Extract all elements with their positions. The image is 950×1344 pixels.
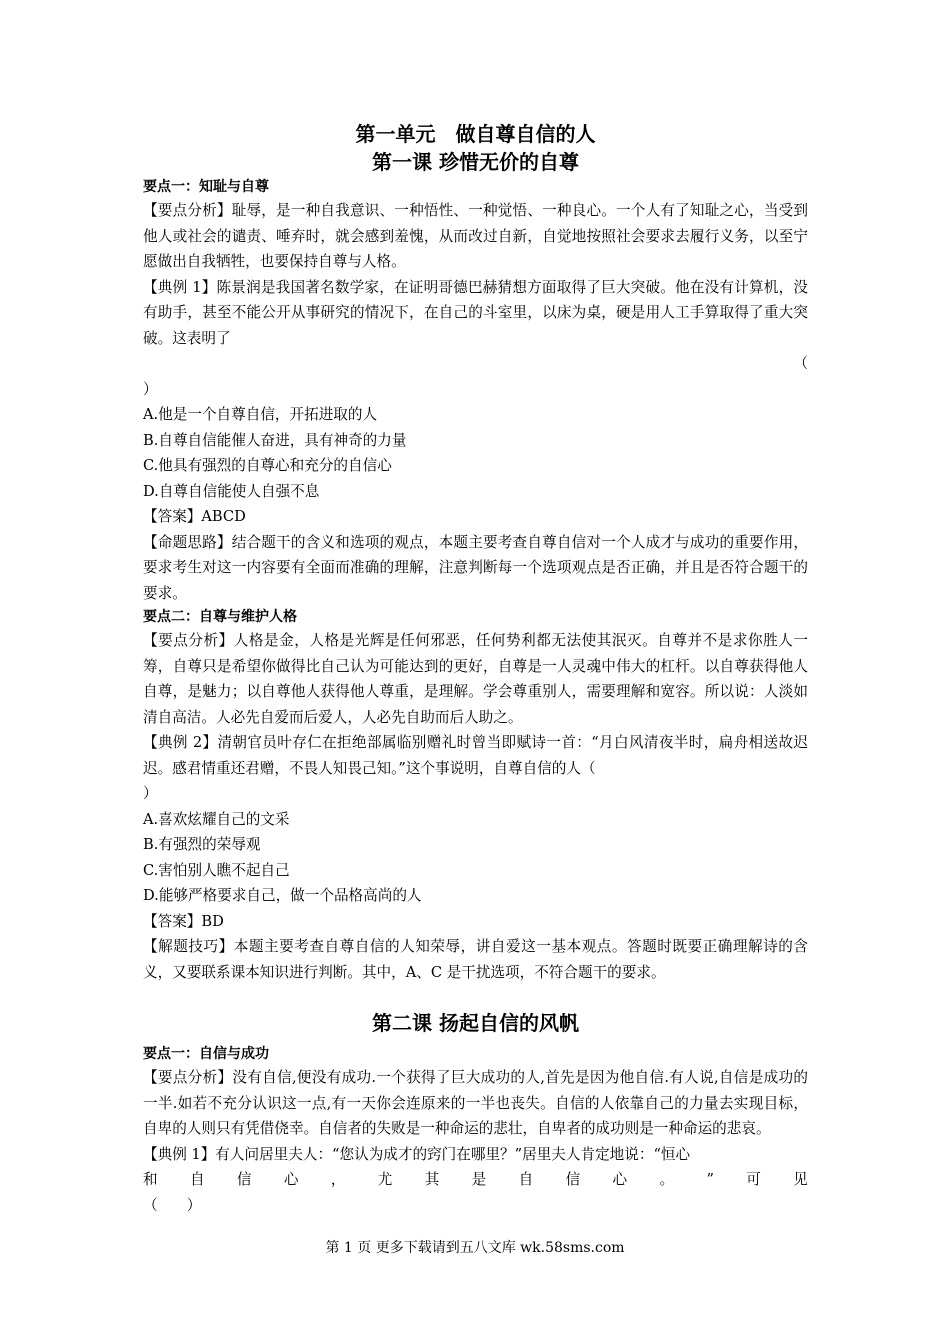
spread-char: 可: [746, 1171, 761, 1188]
spread-char: 见: [793, 1171, 808, 1188]
lesson1-title: 第一课 珍惜无价的自尊: [372, 150, 579, 174]
l1-example1-option-c: C.他具有强烈的自尊心和充分的自信心: [143, 457, 392, 474]
l1-example2-option-d: D.能够严格要求自己，做一个品格高尚的人: [143, 887, 422, 904]
l2-example1-paren: （ ）: [143, 1196, 202, 1214]
spread-char: 其: [424, 1171, 440, 1188]
l1-point1-heading: 要点一：知耻与自尊: [143, 179, 269, 195]
l1-point2-analysis: 【要点分析】人格是金，人格是光辉是任何邪恶，任何势利都无法使其泯灭。自尊并不是求你胜人一筹，自尊只是希望你做得比自己认为可能达到的更好，自尊是一人灵魂中伟大的杠杆。以自尊获得他人自尊，是魅力；以自尊他人获得他人尊重，是理解。学会尊重别人，需要理解和宽容。所以说：人淡如清自高洁。人必先自爱而后爱人，人必先自助而后人助之。: [143, 632, 808, 726]
l2-example1-spread-line: [143, 1167, 808, 1193]
spread-char: 和: [143, 1171, 158, 1188]
l1-point2-heading: 要点二：自尊与维护人格: [143, 609, 297, 625]
l1-example1-paren-close: ）: [143, 380, 158, 398]
l1-example1-text: 【典例 1】陈景润是我国著名数学家，在证明哥德巴赫猜想方面取得了巨大突破。他在没有计算机，没有助手，甚至不能公开从事研究的情况下，在自己的斗室里，以床为桌，硬是用人工手算取得了重大突破。这表明了: [143, 278, 808, 347]
l1-example1-option-d: D.自尊自信能使人自强不息: [143, 482, 320, 500]
l1-example1-answer: 【答案】ABCD: [143, 508, 246, 525]
l1-example2-option-a: A.喜欢炫耀自己的文采: [143, 810, 290, 828]
page-footer: 第 1 页 更多下载请到五八文库 wk.58sms.com: [325, 1240, 625, 1256]
l1-example2-note: 【解题技巧】本题主要考查自尊自信的人知荣辱，讲自爱这一基本观点。答题时既要正确理解诗的含义，又要联系课本知识进行判断。其中，A、C 是干扰选项，不符合题干的要求。: [143, 938, 808, 981]
l1-example2-paren-close: ）: [143, 785, 158, 802]
l1-example1-note: 【命题思路】结合题干的含义和选项的观点，本题主要考查自尊自信对一个人成才与成功的重要作用，要求考生对这一内容要有全面而准确的理解，注意判断每一个选项观点是否正确，并且是否符合题干的要求。: [143, 533, 808, 602]
spread-char: 是: [471, 1171, 487, 1188]
l1-example2-option-b: B.有强烈的荣辱观: [143, 836, 261, 853]
l1-example1: [143, 275, 808, 352]
lesson2-title: 第二课 扬起自信的风帆: [372, 1011, 579, 1035]
page-content: [143, 120, 808, 1218]
spread-char: 心: [612, 1171, 628, 1188]
l1-example1-option-a: A.他是一个自尊自信，开拓进取的人: [143, 406, 378, 423]
spread-char: ，: [330, 1171, 346, 1188]
spread-char: ”: [706, 1171, 714, 1188]
spread-char: 信: [236, 1171, 252, 1188]
l1-example1-paren-open: （: [793, 355, 808, 372]
spread-char: 自: [518, 1171, 534, 1188]
spread-char: 。: [659, 1171, 675, 1188]
l2-point1-heading: 要点一：自信与成功: [143, 1046, 269, 1062]
unit-title: 第一单元 做自尊自信的人: [355, 122, 596, 146]
spread-char: 信: [565, 1171, 581, 1188]
l1-point1-analysis: 【要点分析】耻辱，是一种自我意识、一种悟性、一种觉悟、一种良心。一个人有了知耻之心，当受到他人或社会的谴责、唾弃时，就会感到羞愧，从而改过自新，自觉地按照社会要求去履行义务，以至宁愿做出自我牺牲，也要保持自尊与人格。: [143, 202, 808, 270]
l1-example2-option-c: C.害怕别人瞧不起自己: [143, 861, 290, 879]
l1-example2: 【典例 2】清朝官员叶存仁在拒绝部属临别赠礼时曾当即赋诗一首：“月白风清夜半时，扁舟相送故迟迟。感君情重还君赠，不畏人知畏己知。”这个事说明，自尊自信的人（: [143, 734, 808, 777]
l2-example1-line1: 【典例 1】有人问居里夫人：“您认为成才的窍门在哪里？”居里夫人肯定地说：“恒心: [143, 1145, 691, 1163]
spread-char: 心: [283, 1171, 299, 1188]
l1-example1-option-b: B.自尊自信能催人奋进，具有神奇的力量: [143, 431, 407, 449]
l2-point1-analysis: 【要点分析】没有自信,便没有成功.一个获得了巨大成功的人,首先是因为他自信.有人说,自信是成功的一半.如若不充分认识这一点,有一天你会连原来的一半也丧失。自信的人依靠自己的力量去实现目标，自卑的人则只有凭借侥幸。自信者的失败是一种命运的悲壮，自卑者的成功则是一种命运的悲哀。: [143, 1069, 808, 1137]
spread-char: 尤: [377, 1171, 393, 1188]
spread-char: 自: [189, 1171, 205, 1188]
l1-example2-answer: 【答案】BD: [143, 912, 224, 930]
